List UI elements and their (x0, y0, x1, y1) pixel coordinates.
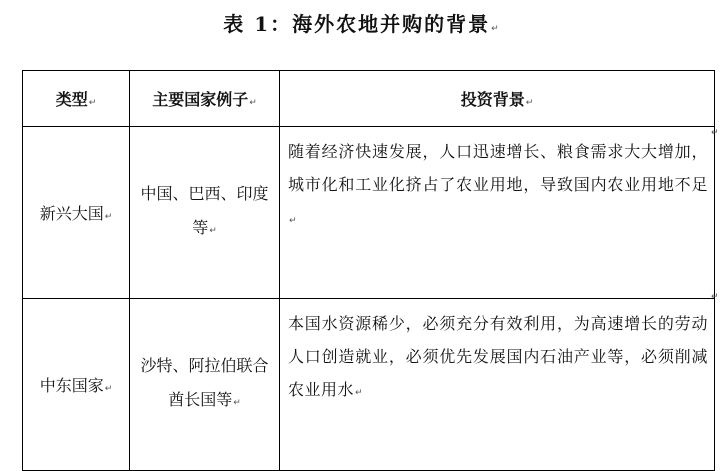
paragraph-mark-icon: ↵ (355, 388, 363, 398)
paragraph-mark-icon: ↵ (289, 216, 297, 226)
paragraph-mark-icon: ↵ (233, 398, 241, 408)
paragraph-mark-icon: ↵ (491, 24, 499, 34)
table-row (23, 299, 715, 471)
paragraph-mark-icon: ↵ (104, 212, 113, 222)
cell-background: 本国水资源稀少，必须充分有效利用，为高速增长的劳动人口创造就业，必须优先发展国内石油产业等，必须削减农业用水↵ (280, 299, 715, 471)
table-header-row (23, 71, 715, 127)
header-type: 类型↵ (23, 71, 130, 127)
row-end-mark-icon: ↵ (711, 292, 719, 302)
cell-background: 随着经济快速发展，人口迅速增长、粮食需求大大增加，城市化和工业化挤占了农业用地，导致国内农业用地不足↵ (280, 127, 715, 299)
paragraph-mark-icon: ↵ (104, 384, 113, 394)
cell-examples: 沙特、阿拉伯联合酋长国等↵ (130, 299, 280, 471)
cell-examples: 中国、巴西、印度等↵ (130, 127, 280, 299)
paragraph-mark-icon: ↵ (249, 98, 257, 108)
background-table (22, 70, 715, 471)
cell-type: 中东国家↵ (23, 299, 130, 471)
caption-text: 表 1：海外农地并购的背景 (223, 12, 491, 36)
row-end-mark-icon: ↵ (711, 128, 719, 138)
paragraph-mark-icon: ↵ (525, 98, 534, 108)
header-examples: 主要国家例子↵ (130, 71, 280, 127)
table-row (23, 127, 715, 299)
paragraph-mark-icon: ↵ (209, 226, 217, 236)
header-background: 投资背景↵ (280, 71, 715, 127)
paragraph-mark-icon: ↵ (88, 98, 97, 108)
cell-type: 新兴大国↵ (23, 127, 130, 299)
table-caption (0, 10, 722, 43)
